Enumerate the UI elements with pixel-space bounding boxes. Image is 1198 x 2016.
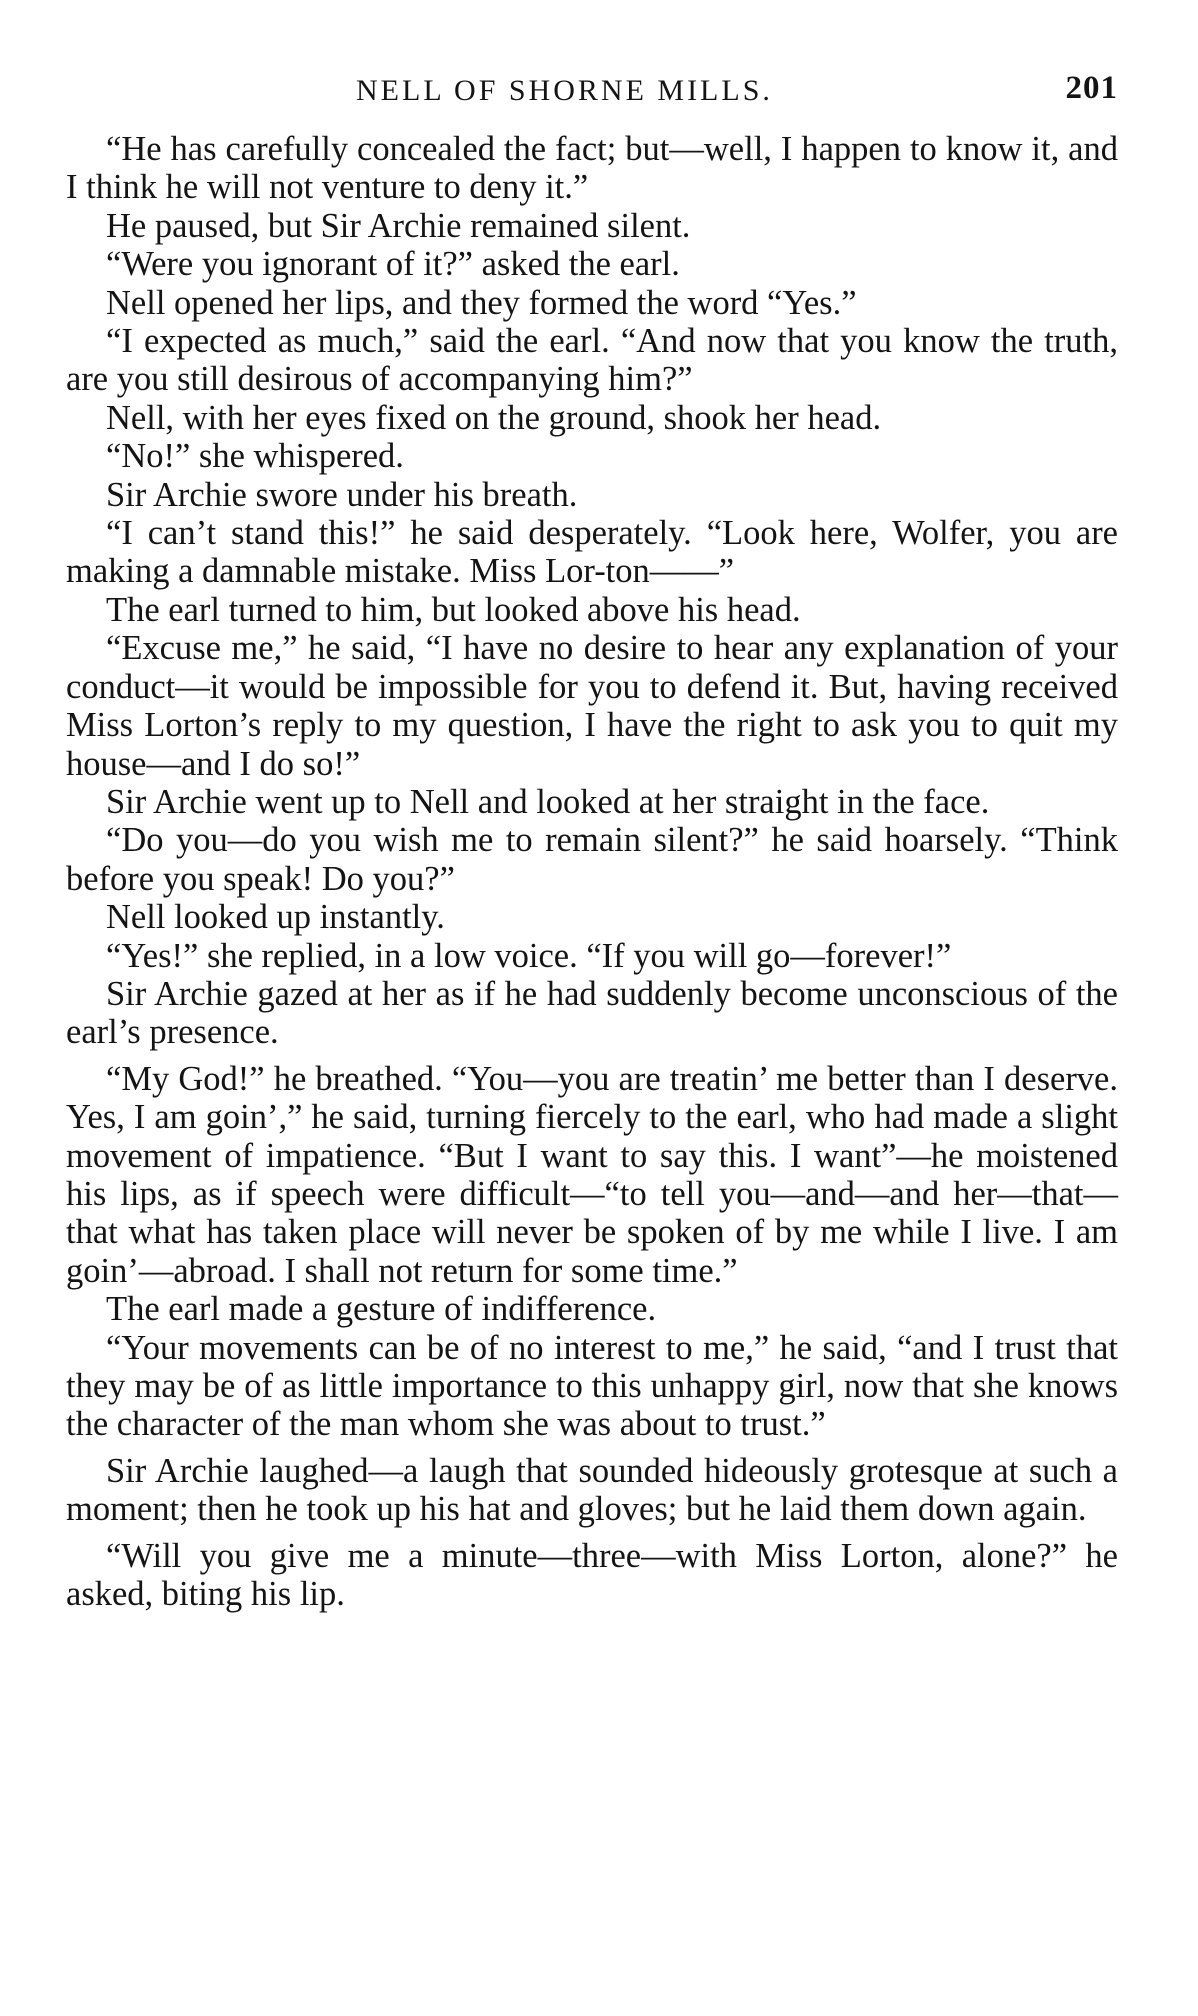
paragraph: “He has carefully concealed the fact; but—well, I happen to know it, and I think he will not venture to deny it.”	[66, 130, 1118, 207]
paragraph: The earl made a gesture of indifference.	[106, 1290, 657, 1329]
page-number: 201	[1065, 70, 1118, 106]
paragraph: He paused, but Sir Archie remained silent.	[106, 206, 691, 245]
paragraph: Sir Archie laughed—a laugh that sounded hideously grotesque at such a moment; then he took up his hat and gloves; but he laid them down again.	[66, 1451, 1118, 1529]
paragraph: Sir Archie swore under his breath.	[106, 475, 578, 514]
paragraph: Sir Archie went up to Nell and looked at her straight in the face.	[106, 782, 990, 821]
paragraph: The earl turned to him, but looked above his head.	[106, 590, 801, 629]
paragraph: “I expected as much,” said the earl. “And now that you know the truth, are you still desirous of accompanying him?”	[66, 322, 1118, 399]
paragraph: “I can’t stand this!” he said desperately. “Look here, Wolfer, you are making a damnable mistake. Miss Lor-ton——”	[66, 514, 1118, 591]
paragraph: Nell opened her lips, and they formed the word “Yes.”	[106, 283, 857, 322]
book-page	[66, 60, 1118, 1980]
paragraph: “Do you—do you wish me to remain silent?” he said hoarsely. “Think before you speak! Do you?”	[66, 821, 1118, 898]
paragraph: “No!” she whispered.	[106, 437, 404, 476]
paragraph: Sir Archie gazed at her as if he had suddenly become unconscious of the earl’s presence.	[66, 974, 1118, 1052]
page-header	[66, 60, 1118, 118]
body-text	[66, 130, 1118, 1613]
running-title: NELL OF SHORNE MILLS.	[356, 74, 773, 107]
paragraph: “My God!” he breathed. “You—you are treatin’ me better than I deserve. Yes, I am goin’,” he said, turning fiercely to the earl, who had made a slight movement of impatience. “But I want to say this. I want”—he moistened his lips, as if speech were difficult—“to tell you—and—and her—that—that what has taken place will never be spoken of by me while I live. I am goin’—abroad. I shall not return for some time.”	[66, 1059, 1118, 1290]
paragraph: “Excuse me,” he said, “I have no desire to hear any explanation of your conduct—it would be impossible for you to defend it. But, having received Miss Lorton’s reply to my question, I have the right to ask you to quit my house—and I do so!”	[66, 629, 1118, 783]
paragraph: Nell, with her eyes fixed on the ground, shook her head.	[106, 398, 882, 437]
paragraph: “Will you give me a minute—three—with Miss Lorton, alone?” he asked, biting his lip.	[66, 1536, 1118, 1614]
paragraph: “Yes!” she replied, in a low voice. “If you will go—forever!”	[106, 936, 952, 975]
paragraph: “Your movements can be of no interest to me,” he said, “and I trust that they may be of as little importance to this unhappy girl, now that she knows the character of the man whom she was about to trust.”	[66, 1328, 1118, 1444]
paragraph: “Were you ignorant of it?” asked the earl.	[106, 245, 680, 284]
paragraph: Nell looked up instantly.	[106, 898, 445, 937]
